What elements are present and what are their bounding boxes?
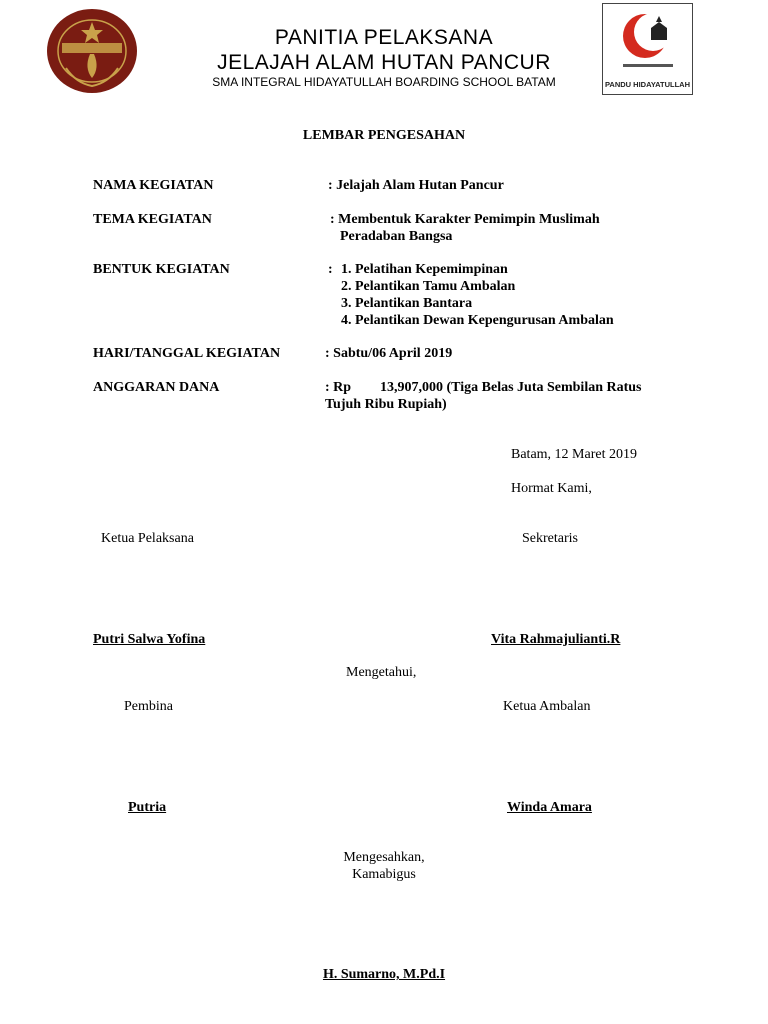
ketua-pelaksana-name: Putri Salwa Yofina <box>93 632 206 647</box>
bentuk-item: 4. Pelantikan Dewan Kepengurusan Ambalan <box>341 313 614 328</box>
bentuk-item: 3. Pelantikan Bantara <box>341 296 473 311</box>
header-title-line1: PANITIA PELAKSANA <box>274 26 494 49</box>
sekretaris-name: Vita Rahmajulianti.R <box>491 632 621 647</box>
pandu-hidayatullah-logo <box>602 3 693 95</box>
sekretaris-title: Sekretaris <box>522 531 578 546</box>
regards: Hormat Kami, <box>511 481 592 496</box>
anggaran-currency: : Rp <box>325 380 352 395</box>
ketua-ambalan-title: Ketua Ambalan <box>503 699 591 714</box>
tema-kegiatan-value-line2: Peradaban Bangsa <box>340 229 453 244</box>
place-date: Batam, 12 Maret 2019 <box>511 447 637 462</box>
right-logo-caption: PANDU HIDAYATULLAH <box>604 80 690 89</box>
ketua-ambalan-name: Winda Amara <box>507 800 592 815</box>
hari-tanggal-label: HARI/TANGGAL KEGIATAN <box>93 346 281 361</box>
mengetahui-label: Mengetahui, <box>346 665 417 680</box>
pembina-title: Pembina <box>124 699 173 714</box>
bentuk-kegiatan-colon: : <box>328 262 333 277</box>
page-heading: LEMBAR PENGESAHAN <box>302 128 466 143</box>
tema-kegiatan-value-line1: : Membentuk Karakter Pemimpin Muslimah <box>330 212 600 227</box>
pembina-name: Putria <box>128 800 167 815</box>
anggaran-amount-words: Tujuh Ribu Rupiah) <box>325 397 447 412</box>
tema-kegiatan-label: TEMA KEGIATAN <box>93 212 212 227</box>
ketua-pelaksana-title: Ketua Pelaksana <box>101 531 194 546</box>
anggaran-amount: 13,907,000 (Tiga Belas Juta Sembilan Ratus <box>380 380 642 395</box>
kamabigus-title: Kamabigus <box>352 867 416 882</box>
bentuk-kegiatan-label: BENTUK KEGIATAN <box>93 262 230 277</box>
bentuk-item: 2. Pelantikan Tamu Ambalan <box>341 279 516 294</box>
pandu-hidayatullah-icon <box>603 4 692 76</box>
nama-kegiatan-label: NAMA KEGIATAN <box>93 178 214 193</box>
bentuk-item: 1. Pelatihan Kepemimpinan <box>341 262 508 277</box>
kamabigus-name: H. Sumarno, M.Pd.I <box>322 967 446 982</box>
nama-kegiatan-value: : Jelajah Alam Hutan Pancur <box>328 178 504 193</box>
mengesahkan-label: Mengesahkan, <box>343 850 425 865</box>
hari-tanggal-value: : Sabtu/06 April 2019 <box>325 346 453 361</box>
header-title-line2: JELAJAH ALAM HUTAN PANCUR <box>217 51 551 74</box>
anggaran-dana-label: ANGGARAN DANA <box>93 380 220 395</box>
header-subtitle: SMA INTEGRAL HIDAYATULLAH BOARDING SCHOOL BATAM <box>212 75 556 89</box>
